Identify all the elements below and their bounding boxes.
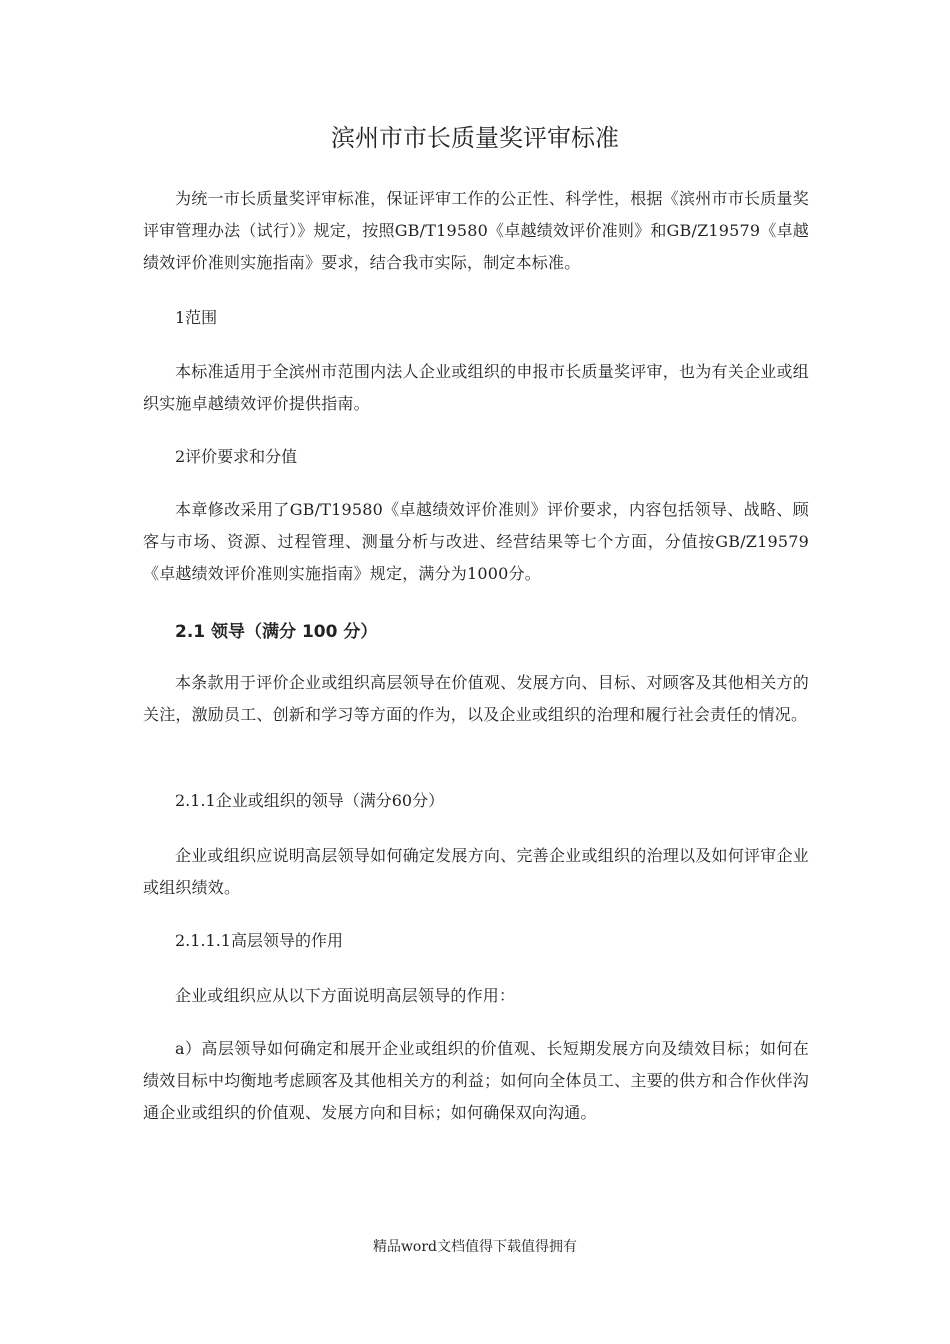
section-2-heading: 2评价要求和分值 [175,447,298,466]
section-1-paragraph: 本标准适用于全滨州市范围内法人企业或组织的申报市长质量奖评审，也为有关企业或组织实施卓越绩效评价提供指南。 [143,362,809,413]
page-footer: 精品word文档值得下载值得拥有 [372,1239,578,1255]
section-2-1-1-1-paragraph: 企业或组织应从以下方面说明高层领导的作用： [175,986,516,1005]
list-item-a: a）高层领导如何确定和展开企业或组织的价值观、长短期发展方向及绩效目标；如何在绩效目标中均衡地考虑顾客及其他相关方的利益；如何向全体员工、主要的供方和合作伙伴沟通企业或组织的价值观、发展方向和目标；如何确保双向沟通。 [143,1039,809,1122]
section-2-1-1-paragraph: 企业或组织应说明高层领导如何确定发展方向、完善企业或组织的治理以及如何评审企业或组织绩效。 [143,846,809,897]
section-2-1-1-heading: 2.1.1企业或组织的领导（满分60分） [175,791,445,810]
section-1-heading: 1范围 [175,308,218,327]
section-2-1-paragraph: 本条款用于评价企业或组织高层领导在价值观、发展方向、目标、对顾客及其他相关方的关注，激励员工、创新和学习等方面的作为，以及企业或组织的治理和履行社会责任的情况。 [143,673,809,724]
section-2-1-1-1-heading: 2.1.1.1高层领导的作用 [175,931,343,950]
section-2-1-heading: 2.1 领导（满分 100 分） [175,622,378,642]
intro-paragraph: 为统一市长质量奖评审标准，保证评审工作的公正性、科学性，根据《滨州市市长质量奖评审管理办法（试行）》规定，按照GB/T19580《卓越绩效评价准则》和GB/Z19579《卓越绩效评价准则实施指南》要求，结合我市实际，制定本标准。 [143,189,809,272]
document-title: 滨州市市长质量奖评审标准 [331,124,619,152]
section-2-paragraph: 本章修改采用了GB/T19580《卓越绩效评价准则》评价要求，内容包括领导、战略、顾客与市场、资源、过程管理、测量分析与改进、经营结果等七个方面，分值按GB/Z19579《卓越绩效评价准则实施指南》规定，满分为1000分。 [143,500,809,583]
